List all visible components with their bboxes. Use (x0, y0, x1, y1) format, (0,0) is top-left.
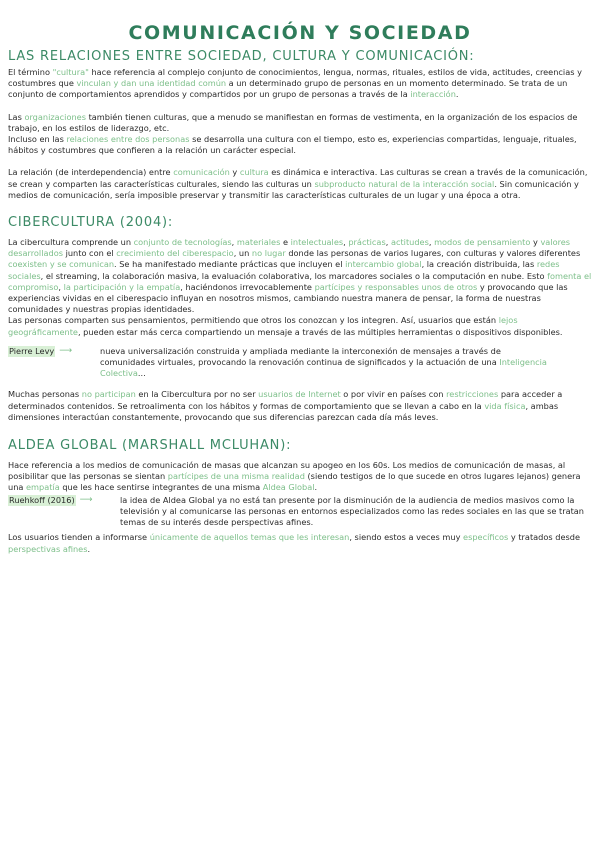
arrow-icon: ⟶ (59, 345, 73, 356)
arrow-icon: ⟶ (79, 494, 93, 505)
note-ruehkoff (8, 495, 592, 529)
paragraph: El término "cultura" hace referencia al complejo conjunto de conocimientos, lengua, normas, rituales, estilos de vida, actitudes, creencias y costumbres que vinculan y dan una identidad común a un determinado grupo de personas en un momento determinado. Se trata de un conjunto de comportamientos aprendidos y compartidos por un grupo de personas a través de la interacción. (8, 67, 582, 100)
note-text: nueva universalización construida y ampliada mediante la interconexión de mensajes a través de comunidades virtuales, provocando la renovación continua de significados y la actuación de una Inteligencia Colectiva... (100, 345, 547, 379)
paragraph: Muchas personas no participan en la Cibercultura por no ser usuarios de Internet o por vivir en países con restricciones para acceder a determinados contenidos. Se retroalimenta con los hábitos y formas de comportamiento que se llevan a cabo en la vida física, ambas dimensiones interactúan constantemente, provocando que sus diferencias parezcan cada día más leves. (8, 389, 563, 422)
paragraph: Los usuarios tienden a informarse únicamente de aquellos temas que les interesan, siendo estos a veces muy específicos y tratados desde perspectivas afines. (8, 532, 580, 554)
paragraph: La relación (de interdependencia) entre comunicación y cultura es dinámica e interactiva. Las culturas se crean a través de la comunicación, se crean y comparten las características culturales, siendo las culturas un subproducto natural de la interacción social. Sin comunicación y medios de comunicación, sería imposible preservar y transmitir las características culturales de un lugar y una época a otra. (8, 167, 588, 200)
note-text: la idea de Aldea Global ya no está tan presente por la disminución de la audiencia de medios masivos como la televisión y al comunicarse las personas en entornos especializados como las redes sociales en las que se tratan temas de su interés desde perspectivas afines. (120, 494, 585, 528)
note-author: Ruehkoff (2016) (9, 494, 75, 505)
paragraph: Las organizaciones también tienen culturas, que a menudo se manifiestan en formas de vestimenta, en la organización de los espacios de trabajo, en los estilos de liderazgo, etc. Incluso en las relaciones entre dos personas se desarrolla una cultura con el tiempo, esto es, experiencias compartidas, lenguaje, rituales, hábitos y costumbres que confieren a la relación un carácter especial. (8, 111, 578, 156)
paragraph: Hace referencia a los medios de comunicación de masas que alcanzan su apogeo en los 60s. Los medios de comunicación de masas, al posibilitar que las personas se sientan partícipes de una misma realidad (siendo testigos de lo que sucede en otros lugares lejanos) genera una empatía que les hace sentirse integrantes de una misma Aldea Global. (8, 460, 581, 493)
section-heading-relaciones: LAS RELACIONES ENTRE SOCIEDAD, CULTURA Y COMUNICACIÓN: (8, 49, 475, 64)
paragraph: La cibercultura comprende un conjunto de tecnologías, materiales e intelectuales, prácticas, actitudes, modos de pensamiento y valores desarrollados junto con el crecimiento del ciberespacio, un no lugar donde las personas de varios lugares, con culturas y valores diferentes coexisten y se comunican. Se ha manifestado mediante prácticas que incluyen el intercambio global, la creación distribuida, las redes sociales, el streaming, la colaboración masiva, la evaluación colaborativa, los marcadores sociales o la computación en nube. Esto fomenta el compromiso, la participación y la empatía, haciéndonos irrevocablemente partícipes y responsables unos de otros y provocando que las experiencias vividas en el ciberespacio influyan en nosotros mismos, cambiando nuestra manera de pensar, la forma de nuestras comunidades y nuestras propias identidades. (8, 237, 592, 315)
note-pierre-levy (8, 346, 592, 380)
paragraph: Las personas comparten sus pensamientos, permitiendo que otros los conozcan y los integren. Así, usuarios que están lejos geográficamente, pueden estar más cerca compartiendo un mensaje a través de las múltiples herramientas o dispositivos disponibles. (8, 315, 563, 337)
section-heading-cibercultura: CIBERCULTURA (2004): (8, 215, 174, 231)
page-title: COMUNICACIÓN Y SOCIEDAD (128, 22, 472, 44)
note-author: Pierre Levy (9, 345, 55, 356)
section-heading-aldea-global: ALDEA GLOBAL (MARSHALL MCLUHAN): (8, 438, 292, 454)
